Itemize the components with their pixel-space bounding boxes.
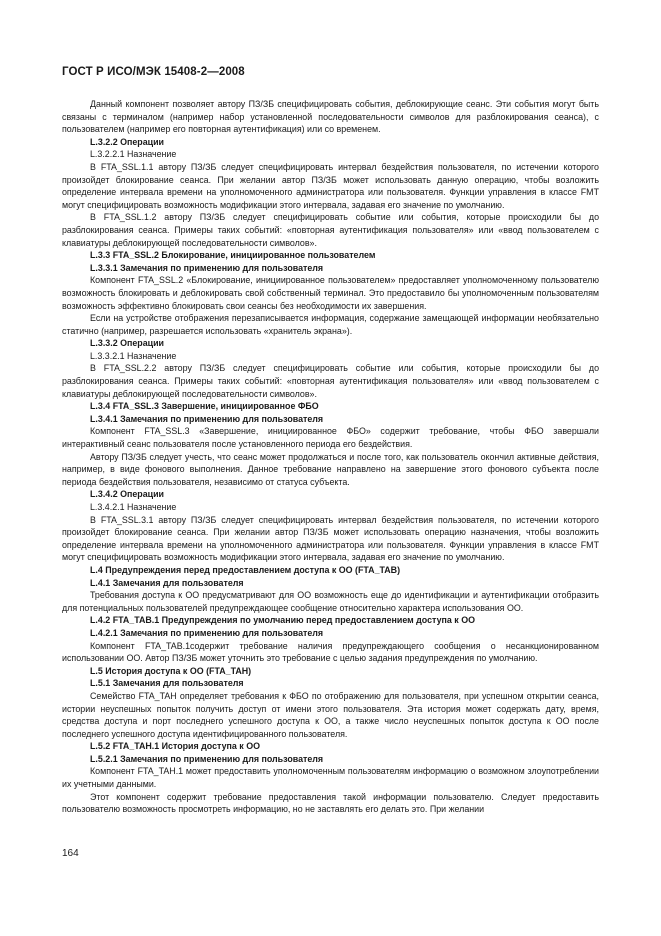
paragraph: Компонент FTA_SSL.3 «Завершение, инициированное ФБО» содержит требование, чтобы ФБО завершали интерактивный сеанс пользователя после установленного периода его бездействия. <box>62 426 599 450</box>
section-heading: L.5.1 Замечания для пользователя <box>90 678 244 689</box>
subsection-label: L.3.2.2.1 Назначение <box>90 149 177 160</box>
paragraph: Данный компонент позволяет автору ПЗ/ЗБ специфицировать события, деблокирующие сеанс. Эти события могут быть связаны с терминалом (например набор установленной последовательности символов для разблокирования сеанса), с пользователем (например его повторная аутентификация) или со временем. <box>62 99 599 135</box>
section-heading: L.3.3.1 Замечания по применению для пользователя <box>90 262 324 273</box>
section-heading: L.3.4 FTA_SSL.3 Завершение, инициированное ФБО <box>90 401 319 412</box>
section-heading: L.5 История доступа к ОО (FTA_TAH) <box>90 665 252 676</box>
section-heading: L.4 Предупреждения перед предоставлением доступа к ОО (FTA_TAB) <box>90 564 401 575</box>
section-heading: L.4.2.1 Замечания по применению для пользователя <box>90 627 324 638</box>
paragraph: Компонент FTA_TAH.1 может предоставить уполномоченным пользователям информацию о возможном злоупотреблении их учетными данными. <box>62 766 599 790</box>
section-heading: L.3.2.2 Операции <box>90 136 165 147</box>
paragraph: В FTA_SSL.2.2 автору ПЗ/ЗБ следует специфицировать событие или события, которые происходили бы до разблокирования сеанса. Примеры таких событий: «повторная аутентификация пользователя» или «ввод пользователем с клавиатуры деблокирующей последовательности символов». <box>62 363 599 399</box>
paragraph: Автору ПЗ/ЗБ следует учесть, что сеанс может продолжаться и после того, как пользователь окончил активные действия, например, в виде фонового выполнения. Данное требование направлено на завершение этого фонового субъекта после периода бездействия пользователя, независимо от статуса субъекта. <box>62 451 599 487</box>
paragraph: Компонент FTA_SSL.2 «Блокирование, инициированное пользователем» предоставляет уполномоченному пользователю возможность блокировать и деблокировать свой собственный терминал. Это предоставило бы уполномоченным пользователям возможность эффективно блокировать свои сеансы без необходимости их завершения. <box>62 275 599 311</box>
paragraph: В FTA_SSL.1.1 автору ПЗ/ЗБ следует специфицировать интервал бездействия пользователя, по истечении которого произойдет блокирование сеанса. При желании автор ПЗ/ЗБ может использовать данную операцию, чтобы возложить определение интервала времени на уполномоченного администратора или пользователя. Функции управления в классе FMT могут специфицировать возможность модификации этого интервала, задавая его значение по умолчанию. <box>62 161 599 210</box>
paragraph: Требования доступа к ОО предусматривают для ОО возможность еще до идентификации и аутентификации отобразить для потенциальных пользователей предупреждающее сообщение относительно характера использования ОО. <box>62 590 599 613</box>
document-header: ГОСТ Р ИСО/МЭК 15408-2—2008 <box>62 66 245 78</box>
paragraph: Этот компонент содержит требование предоставления такой информации пользователю. Следует предоставить пользователю возможность просмотреть информацию, но не заставлять его делать это. При желании <box>62 791 599 815</box>
paragraph: В FTA_SSL.3.1 автору ПЗ/ЗБ следует специфицировать интервал бездействия пользователя, по истечении которого произойдет блокирование сеанса. При желании автор ПЗ/ЗБ может использовать операцию назначения, чтобы возложить определение интервала времени на уполномоченного администратора или пользователя. Функции управления в классе FMT могут специфицировать возможность модификации этого интервала, задавая его значение по умолчанию. <box>62 514 599 563</box>
paragraph: Если на устройстве отображения перезаписывается информация, содержание замещающей информации необязательно статично (например, разрешается использовать «хранитель экрана»). <box>62 313 599 336</box>
section-heading: L.3.4.2 Операции <box>90 489 165 500</box>
section-heading: L.4.1 Замечания для пользователя <box>90 577 244 588</box>
section-heading: L.5.2 FTA_TAH.1 История доступа к ОО <box>90 741 261 752</box>
section-heading: L.3.3.2 Операции <box>90 338 165 349</box>
paragraph: Компонент FTA_TAB.1содержит требование наличия предупреждающего сообщения о несанкционированном использовании ОО. Автор ПЗ/ЗБ может уточнить это требование с целью задания предупреждения по умолчанию. <box>62 640 599 664</box>
section-heading: L.5.2.1 Замечания по применению для пользователя <box>90 753 324 764</box>
paragraph: Семейство FTA_TAH определяет требования к ФБО по отображению для пользователя, при успешном открытии сеанса, истории неуспешных попыток получить доступ от имени этого пользователя. Эта история может содержать дату, время, средства доступа и порт последнего успешного доступа к ОО, а также число неуспешных попыток доступа к ОО после последнего успешного доступа идентифицированного пользователя. <box>62 690 599 739</box>
section-heading: L.4.2 FTA_TAB.1 Предупреждения по умолчанию перед предоставлением доступа к ОО <box>90 615 476 626</box>
subsection-label: L.3.3.2.1 Назначение <box>90 350 177 361</box>
document-body <box>62 98 599 816</box>
page-number: 164 <box>62 848 79 859</box>
section-heading: L.3.4.1 Замечания по применению для пользователя <box>90 413 324 424</box>
subsection-label: L.3.4.2.1 Назначение <box>90 502 177 512</box>
paragraph: В FTA_SSL.1.2 автору ПЗ/ЗБ следует специфицировать событие или события, которые происходили бы до разблокирования сеанса. Примеры таких событий: «повторная аутентификация пользователя» или «ввод пользователем с клавиатуры деблокирующей последовательности символов». <box>62 212 599 248</box>
section-heading: L.3.3 FTA_SSL.2 Блокирование, инициированное пользователем <box>90 250 376 261</box>
